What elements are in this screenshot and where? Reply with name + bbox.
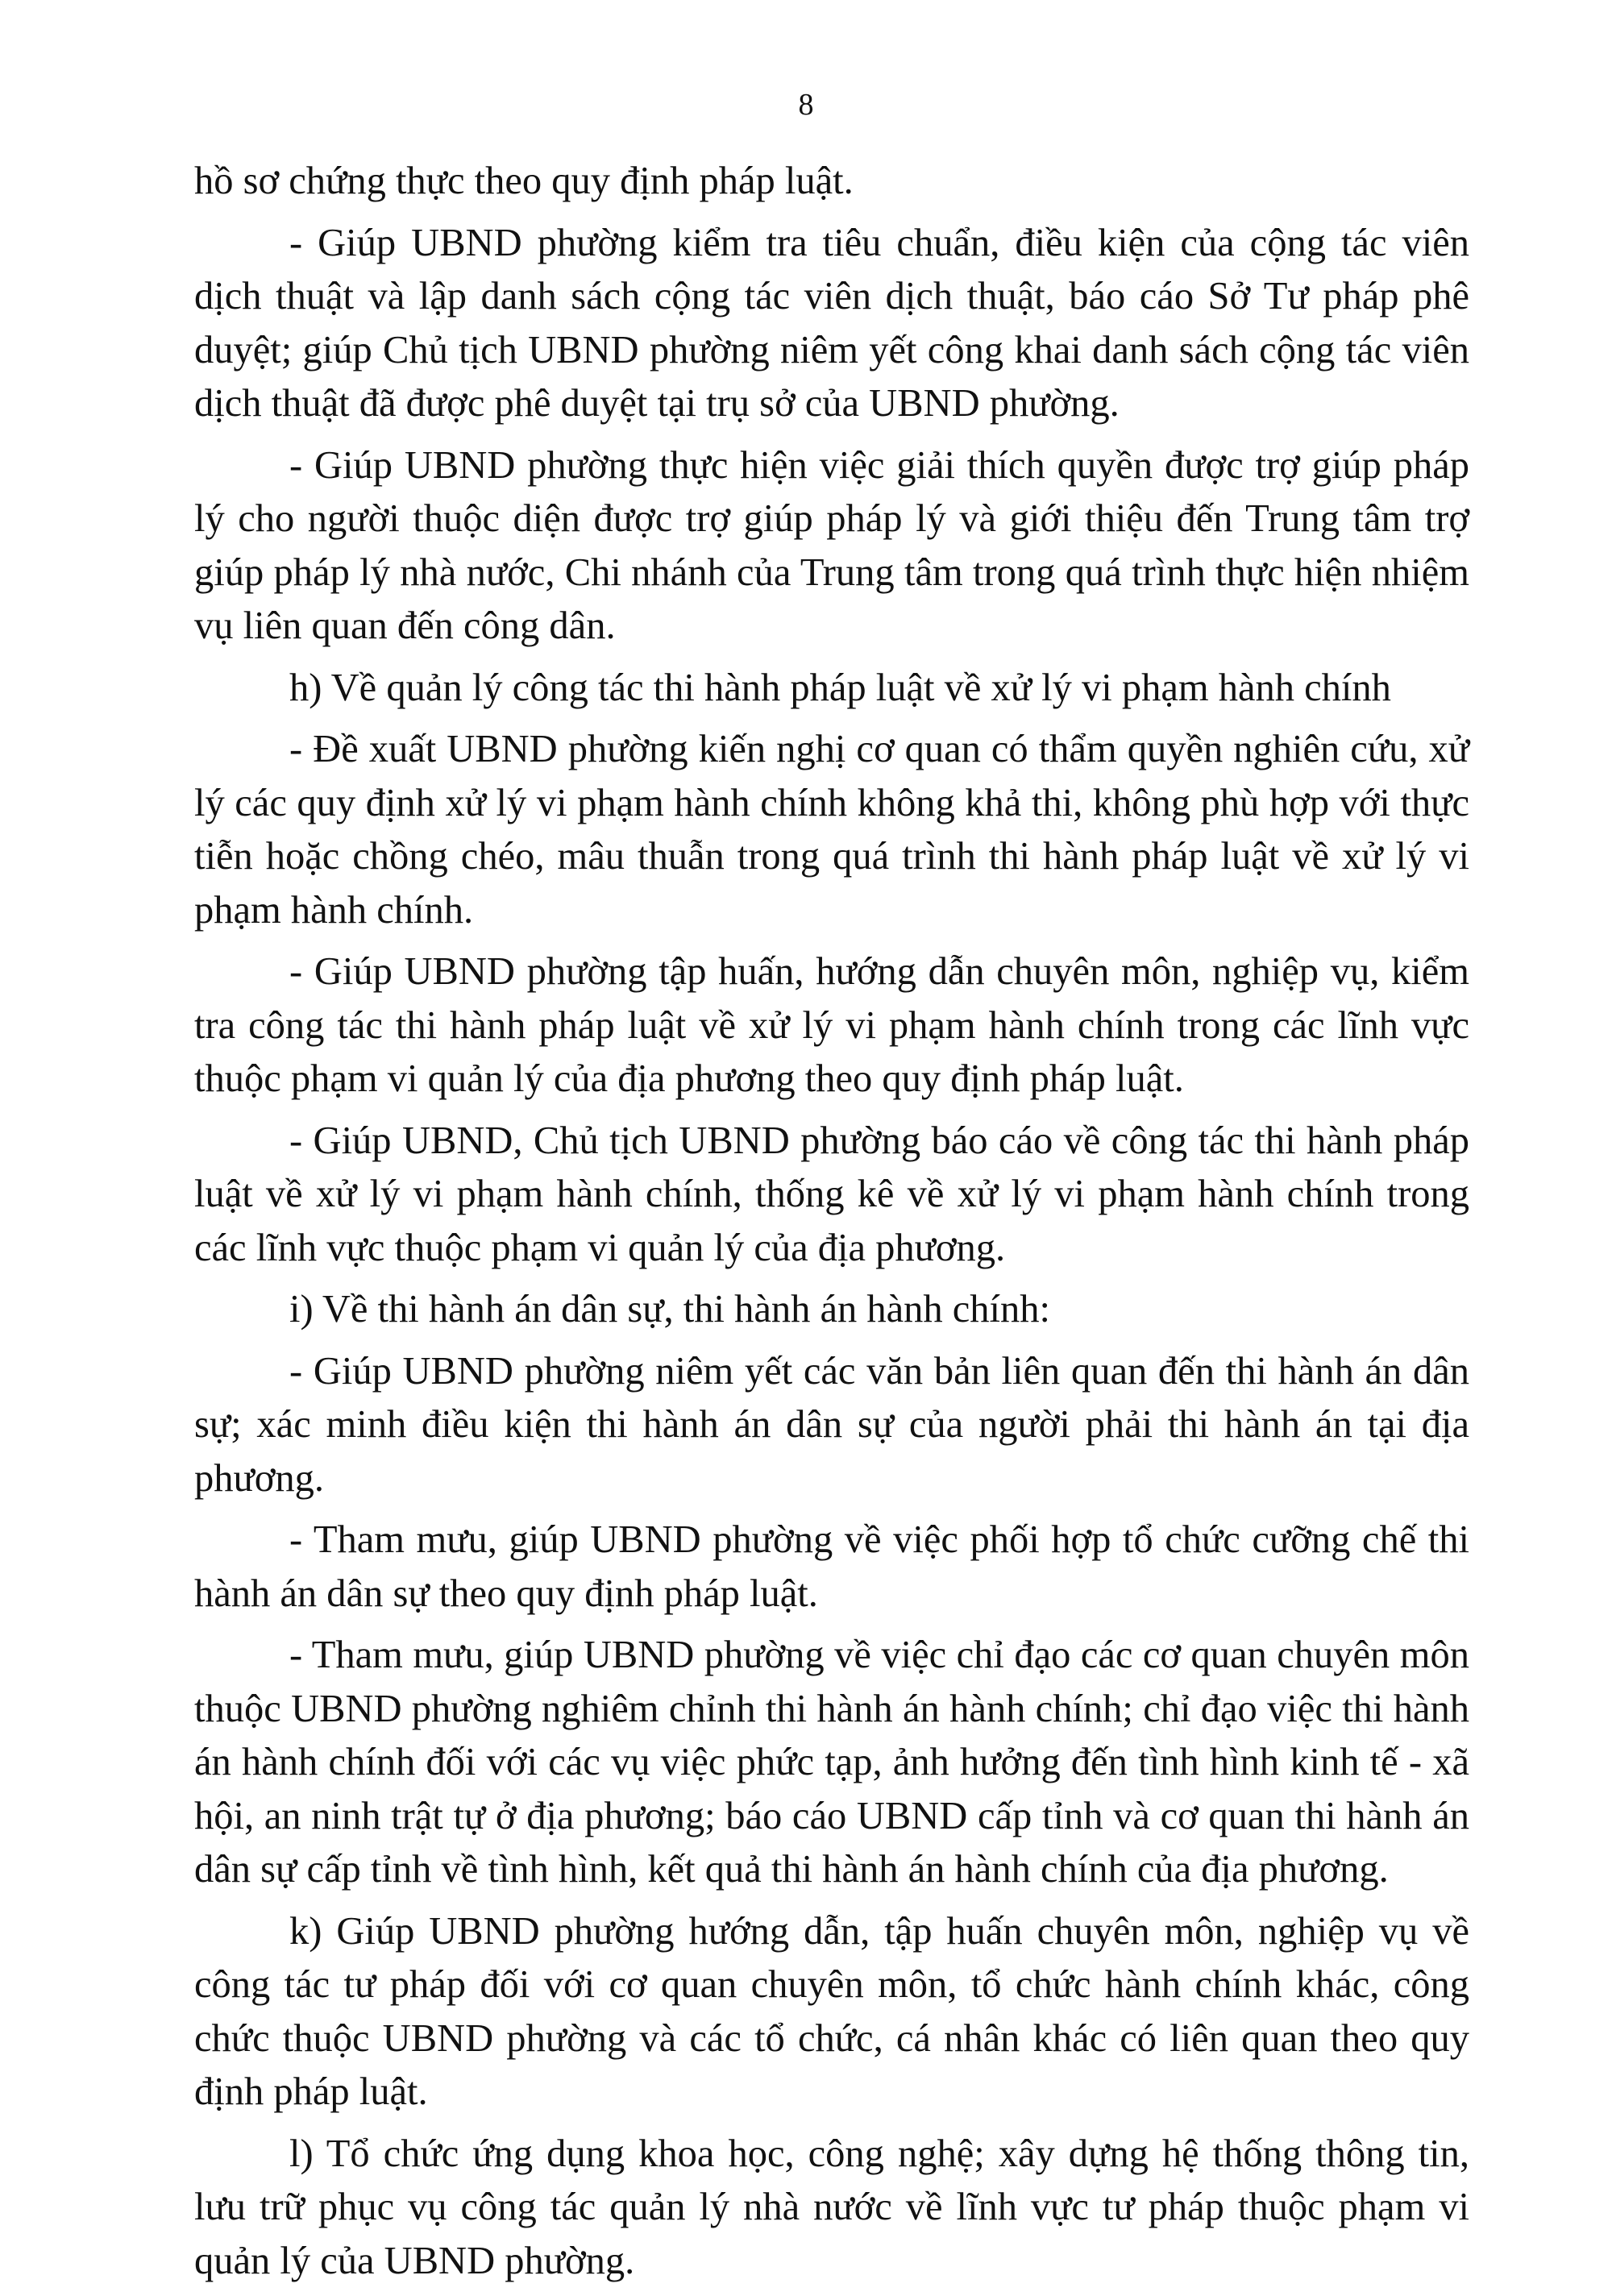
page-number: 8 — [798, 88, 814, 122]
paragraph-posting-documents: - Giúp UBND phường niêm yết các văn bản liên quan đến thi hành án dân sự; xác minh điều kiện thi hành án dân sự của người phải thi hành án tại địa phương. — [194, 1349, 1469, 1500]
paragraph-direct-administrative-judgments: - Tham mưu, giúp UBND phường về việc chỉ đạo các cơ quan chuyên môn thuộc UBND phường nghiêm chỉnh thi hành án hành chính; chỉ đạo việc thi hành án hành chính đối với các vụ việc phức tạp, ảnh hưởng đến tình hình kinh tế - xã hội, an ninh trật tự ở địa phương; báo cáo UBND cấp tỉnh và cơ quan thi hành án dân sự cấp tỉnh về tình hình, kết quả thi hành án hành chính của địa phương. — [194, 1634, 1469, 1891]
heading-i-judgment-enforcement: i) Về thi hành án dân sự, thi hành án hành chính: — [289, 1288, 1050, 1331]
paragraph-translation-collaborators: - Giúp UBND phường kiểm tra tiêu chuẩn, điều kiện của cộng tác viên dịch thuật và lập danh sách cộng tác viên dịch thuật, báo cáo Sở Tư pháp phê duyệt; giúp Chủ tịch UBND phường niêm yết công khai danh sách cộng tác viên dịch thuật đã được phê duyệt tại trụ sở của UBND phường. — [194, 221, 1469, 425]
heading-h-administrative-violations: h) Về quản lý công tác thi hành pháp luật về xử lý vi phạm hành chính — [289, 666, 1391, 709]
document-body — [194, 155, 1469, 2296]
paragraph-reporting-statistics: - Giúp UBND, Chủ tịch UBND phường báo cáo về công tác thi hành pháp luật về xử lý vi phạm hành chính, thống kê về xử lý vi phạm hành chính trong các lĩnh vực thuộc phạm vi quản lý của địa phương. — [194, 1119, 1469, 1269]
paragraph-l-technology-application: l) Tổ chức ứng dụng khoa học, công nghệ; xây dựng hệ thống thông tin, lưu trữ phục vụ công tác quản lý nhà nước về lĩnh vực tư pháp thuộc phạm vi quản lý của UBND phường. — [194, 2132, 1469, 2282]
paragraph-propose-recommendations: - Đề xuất UBND phường kiến nghị cơ quan có thẩm quyền nghiên cứu, xử lý các quy định xử lý vi phạm hành chính không khả thi, không phù hợp với thực tiễn hoặc chồng chéo, mâu thuẫn trong quá trình thi hành pháp luật về xử lý vi phạm hành chính. — [194, 728, 1469, 932]
paragraph-k-guidance-training: k) Giúp UBND phường hướng dẫn, tập huấn chuyên môn, nghiệp vụ về công tác tư pháp đối với cơ quan chuyên môn, tổ chức hành chính khác, công chức thuộc UBND phường và các tổ chức, cá nhân khác có liên quan theo quy định pháp luật. — [194, 1909, 1469, 2113]
paragraph-continuation: hồ sơ chứng thực theo quy định pháp luật. — [194, 160, 854, 202]
paragraph-legal-aid: - Giúp UBND phường thực hiện việc giải thích quyền được trợ giúp pháp lý cho người thuộc diện được trợ giúp pháp lý và giới thiệu đến Trung tâm trợ giúp pháp lý nhà nước, Chi nhánh của Trung tâm trong quá trình thực hiện nhiệm vụ liên quan đến công dân. — [194, 443, 1469, 647]
paragraph-training-inspection: - Giúp UBND phường tập huấn, hướng dẫn chuyên môn, nghiệp vụ, kiểm tra công tác thi hành pháp luật về xử lý vi phạm hành chính trong các lĩnh vực thuộc phạm vi quản lý của địa phương theo quy định pháp luật. — [194, 950, 1469, 1100]
paragraph-coordinate-coercion: - Tham mưu, giúp UBND phường về việc phối hợp tổ chức cưỡng chế thi hành án dân sự theo quy định pháp luật. — [194, 1518, 1469, 1615]
